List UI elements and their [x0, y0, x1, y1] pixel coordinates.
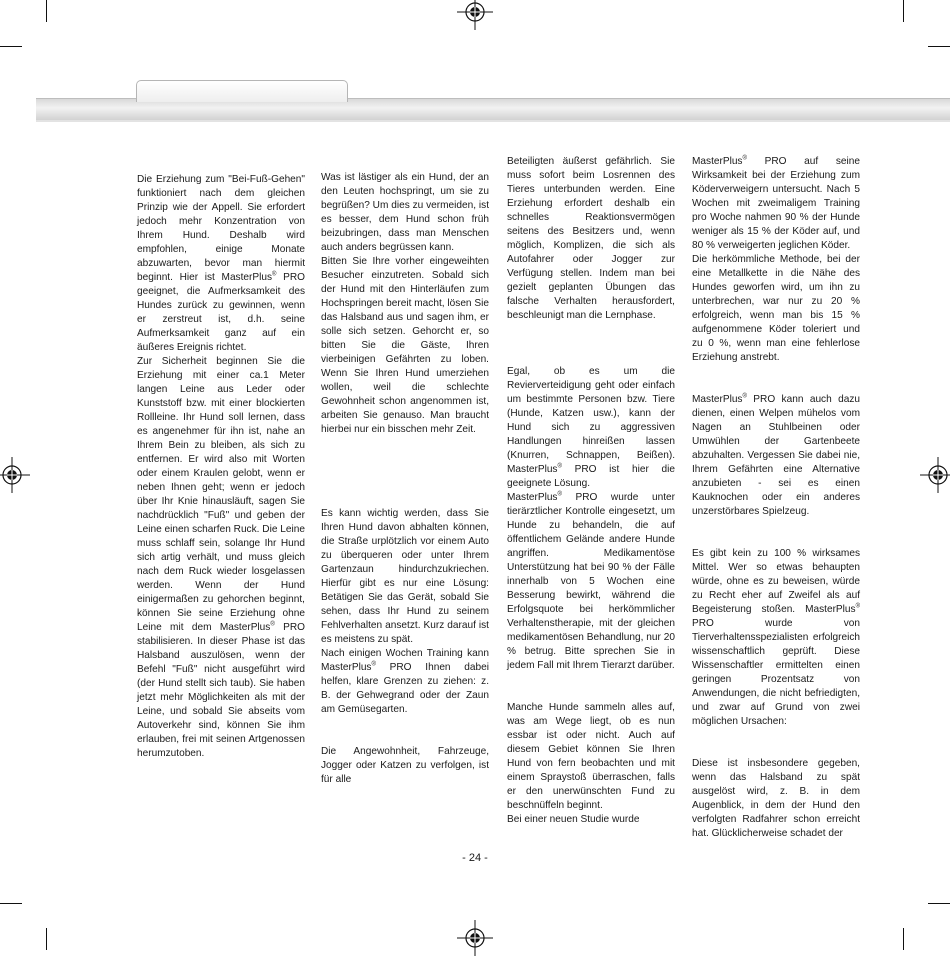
- crop-mark-bottom-right-h: [928, 903, 950, 904]
- header-tab: [136, 80, 348, 102]
- paragraph: Die Angewohnheit, Fahrzeuge, Jogger oder Katzen zu verfolgen, ist für alle: [321, 746, 489, 785]
- paragraph-spacer: [321, 479, 489, 493]
- paragraph-spacer: [321, 465, 489, 479]
- paragraph-spacer: [321, 451, 489, 465]
- paragraph-spacer: [321, 437, 489, 451]
- paragraph: Bei einer neuen Studie wurde: [507, 814, 640, 825]
- paragraph-spacer: [692, 729, 860, 743]
- text-column-3: [507, 155, 675, 827]
- paragraph: MasterPlus® PRO auf seine Wirksamkeit bei der Erziehung zum Köderverweigern untersucht. Nach 5 Wochen mit zweimaligem Training pro Woche nahmen 90 % der Hunde weniger als 15 % der Köder auf, und 80 % verweigerten jeglichen Köder.: [692, 155, 860, 251]
- paragraph-spacer: [321, 493, 489, 507]
- crop-mark-bottom-right-v: [903, 928, 904, 950]
- paragraph-spacer: [692, 533, 860, 547]
- registration-mark-top-icon: [457, 0, 493, 30]
- header-divider: [36, 120, 950, 122]
- paragraph: Zur Sicherheit beginnen Sie die Erziehung mit einer ca.1 Meter langen Leine aus Leder oder Kunststoff bzw. mit einer blockierten Rollleine. Ihr Hund soll lernen, dass es angenehmer für ihn ist, nahe an Ihrem Bein zu bleiben, als sich zu entfernen. Er wird also mit Worten oder einem Kraulen gelobt, wenn er neben Ihnen geht; wenn er jedoch über Ihr Knie hinausläuft, sagen Sie nachdrücklich "Fuß" und geben der Leine einen scharfen Ruck. Die Leine muss schlaff sein, solange Ihr Hund sich artig verhält, und muss gleich nach dem Ruck wieder losgelassen werden. Wenn der Hund einigermaßen zu gehorchen beginnt, können Sie seine Erziehung ohne Leine mit dem MasterPlus® PRO stabilisieren. In dieser Phase ist das Halsband auszulösen, wenn der Befehl "Fuß" nicht ausgeführt wird (der Hund stellt sich taub). Sie haben jetzt mehr Möglichkeiten als mit der Leine, und sobald Sie abseits vom Autoverkehr sind, können Sie ihm erlauben, frei mit seinen Artgenossen herumzutoben.: [137, 356, 305, 759]
- crop-mark-bottom-left-v: [46, 928, 47, 950]
- paragraph: Manche Hunde sammeln alles auf, was am Wege liegt, ob es nun essbar ist oder nicht. Auch auf diesem Gebiet können Sie Ihren Hund von fern beobachten und mit einem Spraystoß überraschen, falls er den unerwünschten Fund zu beschnüffeln beginnt.: [507, 702, 675, 811]
- paragraph-spacer: [507, 323, 675, 337]
- crop-mark-top-right-h: [928, 46, 950, 47]
- paragraph: Was ist lästiger als ein Hund, der an den Leuten hochspringt, um sie zu begrüßen? Um dies zu vermeiden, ist es besser, dem Hund schon früh beizubringen, dass man Menschen auch anders begrüssen kann.: [321, 172, 489, 253]
- paragraph-spacer: [507, 351, 675, 365]
- paragraph: MasterPlus® PRO kann auch dazu dienen, einen Welpen mühelos vom Nagen an Stuhlbeinen oder Umwühlen der Gartenbeete abzuhalten. Vergessen Sie dabei nie, Ihrem Gefährten eine Alternative anzubieten - sei es einen Kauknochen oder ein anderes unzerstörbares Spielzeug.: [692, 393, 860, 517]
- paragraph: Nach einigen Wochen Training kann MasterPlus® PRO Ihnen dabei helfen, klare Grenzen zu ziehen: z. B. der Gehwegrand oder der Zaun am Gemüsegarten.: [321, 648, 489, 715]
- paragraph-spacer: [692, 743, 860, 757]
- paragraph: Bitten Sie Ihre vorher eingeweihten Besucher einzutreten. Sobald sich der Hund mit den Hinterläufen zum Hochspringen bereit macht, lösen Sie das Halsband aus und sagen ihm, er solle sich setzen. Gehorcht er, so bitten Sie die Gäste, Ihren vierbeinigen Gefährten zu loben. Wenn Sie Ihren Hund umerziehen wollen, weil die schlechte Gewohnheit schon angenommen ist, arbeiten Sie genauso. Man braucht hierbei nur ein bisschen mehr Zeit.: [321, 256, 489, 435]
- text-column-2: [321, 171, 489, 787]
- text-column-1: [137, 173, 305, 761]
- paragraph: MasterPlus® PRO wurde unter tierärztlicher Kontrolle eingesetzt, um Hunde zu behandeln, die auf öffentlichem Gelände andere Hunde angriffen. Medikamentöse Unterstützung hat bei 90 % der Fälle innerhalb von 5 Wochen eine Besserung bewirkt, während die Erfolgsquote bei herkömmlicher Verhaltenstherapie, mit der gleichen medikamentösen Behandlung, nur 20 % betrug. Bitte sprechen Sie in jedem Fall mit Ihrem Tierarzt darüber.: [507, 491, 675, 671]
- paragraph: Es kann wichtig werden, dass Sie Ihren Hund davon abhalten können, die Straße urplötzlich vor einem Auto zu überqueren oder unter Ihrem Gartenzaun hindurchzukriechen. Hierfür gibt es nur eine Lösung: Betätigen Sie das Gerät, sobald Sie sehen, dass Ihr Hund zu seinem Fehlverhalten ansetzt. Kurz darauf ist es meistens zu spät.: [321, 508, 489, 645]
- text-column-4: [692, 155, 860, 841]
- crop-mark-top-left-h: [0, 46, 22, 47]
- crop-mark-top-left-v: [46, 0, 47, 22]
- paragraph: Die Erziehung zum "Bei-Fuß-Gehen" funktioniert nach dem gleichen Prinzip wie der Appell. Sie erfordert jedoch mehr Konzentration von Ihrem Hund. Deshalb wird empfohlen, einige Monate abzuwarten, bevor man hiermit beginnt. Hier ist MasterPlus® PRO geeignet, die Aufmerksamkeit des Hundes zurück zu gewinnen, wenn er zerstreut ist, d.h. seine Aufmerksamkeit ganz auf ein äußeres Ereignis richtet.: [137, 174, 305, 353]
- paragraph-spacer: [692, 379, 860, 393]
- registration-mark-bottom-icon: [457, 920, 493, 956]
- paragraph: Es gibt kein zu 100 % wirksames Mittel. Wer so etwas behaupten würde, ohne es zu beweisen, würde zu Recht eher auf Zweifel als auf Begeisterung stoßen. MasterPlus® PRO wurde von Tierverhaltensspezialisten erfolgreich wissenschaftlich geprüft. Diese Wissenschaftler ermittelten einen geringen Prozentsatz von Anwendungen, die nicht befriedigten, und zwar auf Grund von zwei möglichen Ursachen:: [692, 548, 860, 727]
- registration-mark-right-icon: [920, 457, 950, 493]
- paragraph-spacer: [692, 365, 860, 379]
- paragraph: Egal, ob es um die Revierverteidigung geht oder einfach um bestimmte Personen bzw. Tiere (Hunde, Katzen usw.), kann der Hund sich zu aggressiven Handlungen hinreißen lassen (Knurren, Schnappen, Beißen). MasterPlus® PRO ist hier die geeignete Lösung.: [507, 366, 675, 489]
- crop-mark-bottom-left-h: [0, 903, 22, 904]
- paragraph: Die herkömmliche Methode, bei der eine Metallkette in die Nähe des Hundes geworfen wird, um ihn zu unterbrechen, war nur zu 20 % erfolgreich, wenn man bis 15 % aufgenommene Köder toleriert und zu 0 %, wenn man eine fehlerlose Erziehung anstrebt.: [692, 254, 860, 363]
- paragraph-spacer: [321, 731, 489, 745]
- registration-mark-left-icon: [0, 457, 30, 493]
- paragraph-spacer: [507, 337, 675, 351]
- paragraph-spacer: [507, 673, 675, 687]
- paragraph: Beteiligten äußerst gefährlich. Sie muss sofort beim Losrennen des Tieres unterbunden werden. Eine Erziehung erfordert deshalb ein schnelles Reaktionsvermögen seitens des Besitzers und, wenn möglich, Komplizen, die sich als Autofahrer oder Jogger zur Verfügung stellen. Indem man bei gezielt geplanten Übungen das falsche Verhalten herausfordert, beschleunigt man die Lernphase.: [507, 156, 675, 321]
- page-number: - 24 -: [462, 852, 488, 864]
- paragraph-spacer: [321, 717, 489, 731]
- paragraph-spacer: [507, 687, 675, 701]
- paragraph-spacer: [692, 519, 860, 533]
- crop-mark-top-right-v: [903, 0, 904, 22]
- paragraph: Diese ist insbesondere gegeben, wenn das Halsband zu spät ausgelöst wird, z. B. in dem Augenblick, in dem der Hund den verfolgten Radfahrer schon erreicht hat. Glücklicherweise schadet der: [692, 758, 860, 839]
